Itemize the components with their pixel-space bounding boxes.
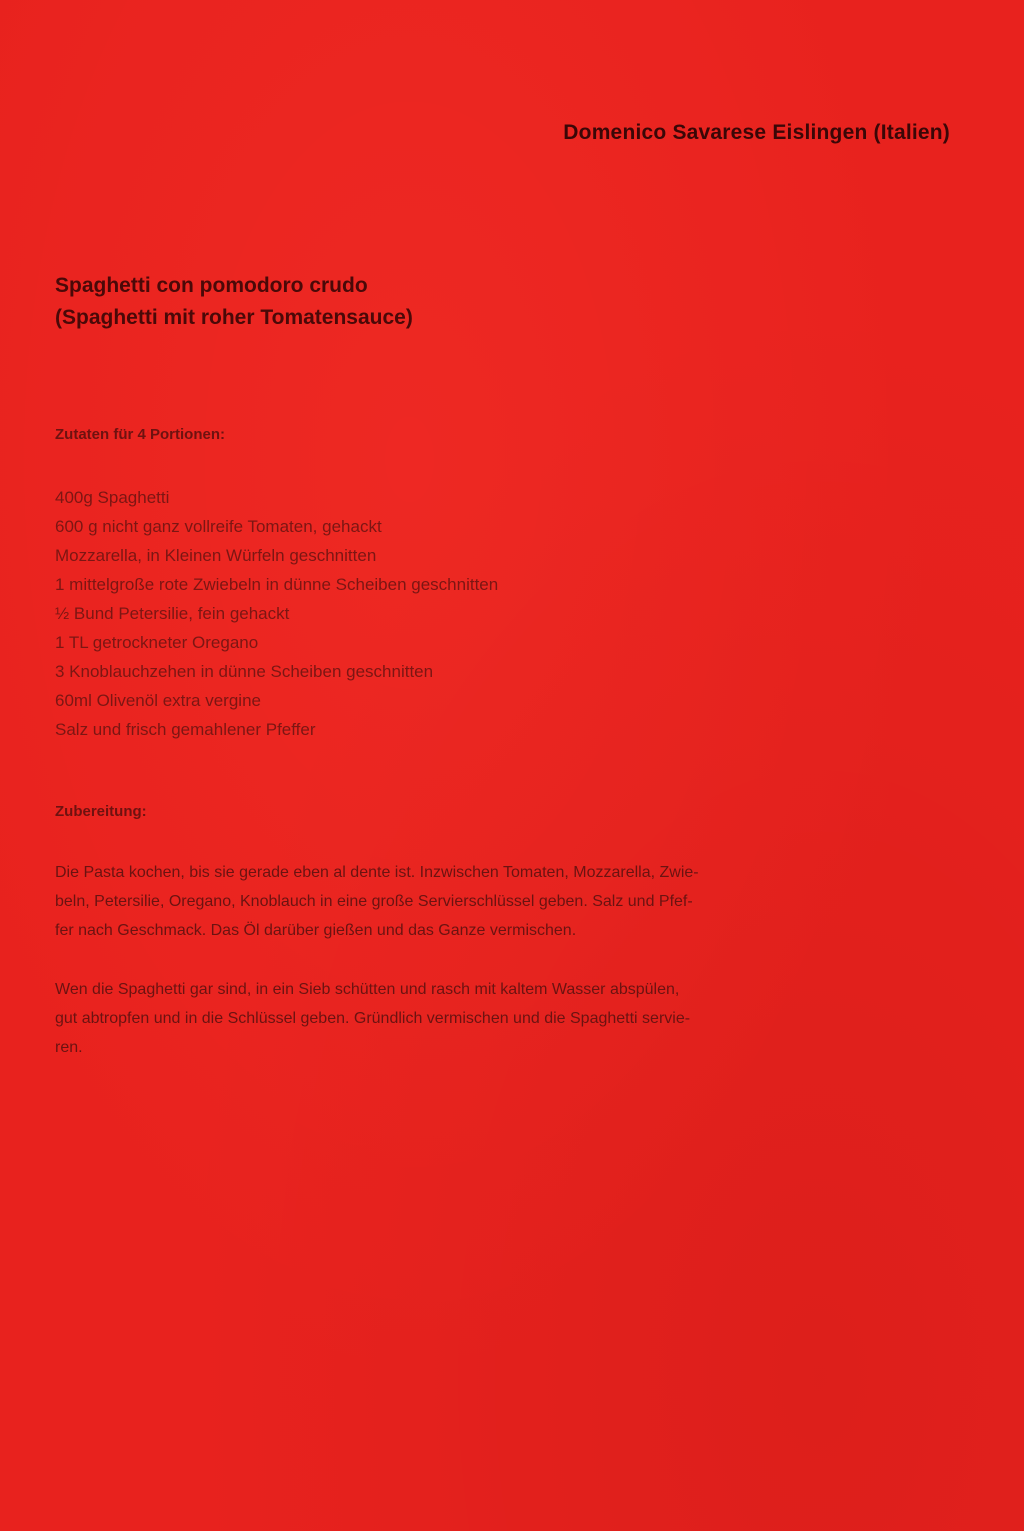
paragraph-line: fer nach Geschmack. Das Öl darüber gießen und das Ganze vermischen. — [55, 922, 577, 939]
paragraph-line: beln, Petersilie, Oregano, Knoblauch in eine große Servierschlüssel geben. Salz und Pfef- — [55, 893, 693, 910]
ingredient-item: ½ Bund Petersilie, fein gehackt — [55, 604, 290, 623]
ingredient-item: Salz und frisch gemahlener Pfeffer — [55, 720, 316, 739]
preparation-paragraph — [55, 858, 945, 945]
ingredient-item: 400g Spaghetti — [55, 488, 170, 507]
preparation-heading: Zubereitung: — [55, 803, 147, 820]
ingredient-item: 1 TL getrockneter Oregano — [55, 633, 259, 652]
ingredients-list — [55, 483, 498, 744]
author-line: Domenico Savarese Eislingen (Italien) — [563, 121, 950, 144]
ingredient-item: 3 Knoblauchzehen in dünne Scheiben geschnitten — [55, 662, 434, 681]
ingredient-item: 1 mittelgroße rote Zwiebeln in dünne Scheiben geschnitten — [55, 575, 499, 594]
ingredients-heading: Zutaten für 4 Portionen: — [55, 426, 225, 443]
paragraph-line: Die Pasta kochen, bis sie gerade eben al dente ist. Inzwischen Tomaten, Mozzarella, Zwie- — [55, 864, 699, 881]
paragraph-line: Wen die Spaghetti gar sind, in ein Sieb schütten und rasch mit kaltem Wasser abspülen, — [55, 981, 680, 998]
recipe-title-block — [55, 270, 413, 334]
ingredient-item: 60ml Olivenöl extra vergine — [55, 691, 261, 710]
preparation-paragraph — [55, 975, 945, 1062]
ingredient-item: 600 g nicht ganz vollreife Tomaten, gehackt — [55, 517, 382, 536]
paragraph-line: gut abtropfen und in die Schlüssel geben. Gründlich vermischen und die Spaghetti servie- — [55, 1010, 691, 1027]
ingredient-item: Mozzarella, in Kleinen Würfeln geschnitten — [55, 546, 377, 565]
recipe-subtitle: (Spaghetti mit roher Tomatensauce) — [55, 306, 413, 329]
recipe-title: Spaghetti con pomodoro crudo — [55, 274, 368, 297]
paragraph-line: ren. — [55, 1039, 83, 1056]
